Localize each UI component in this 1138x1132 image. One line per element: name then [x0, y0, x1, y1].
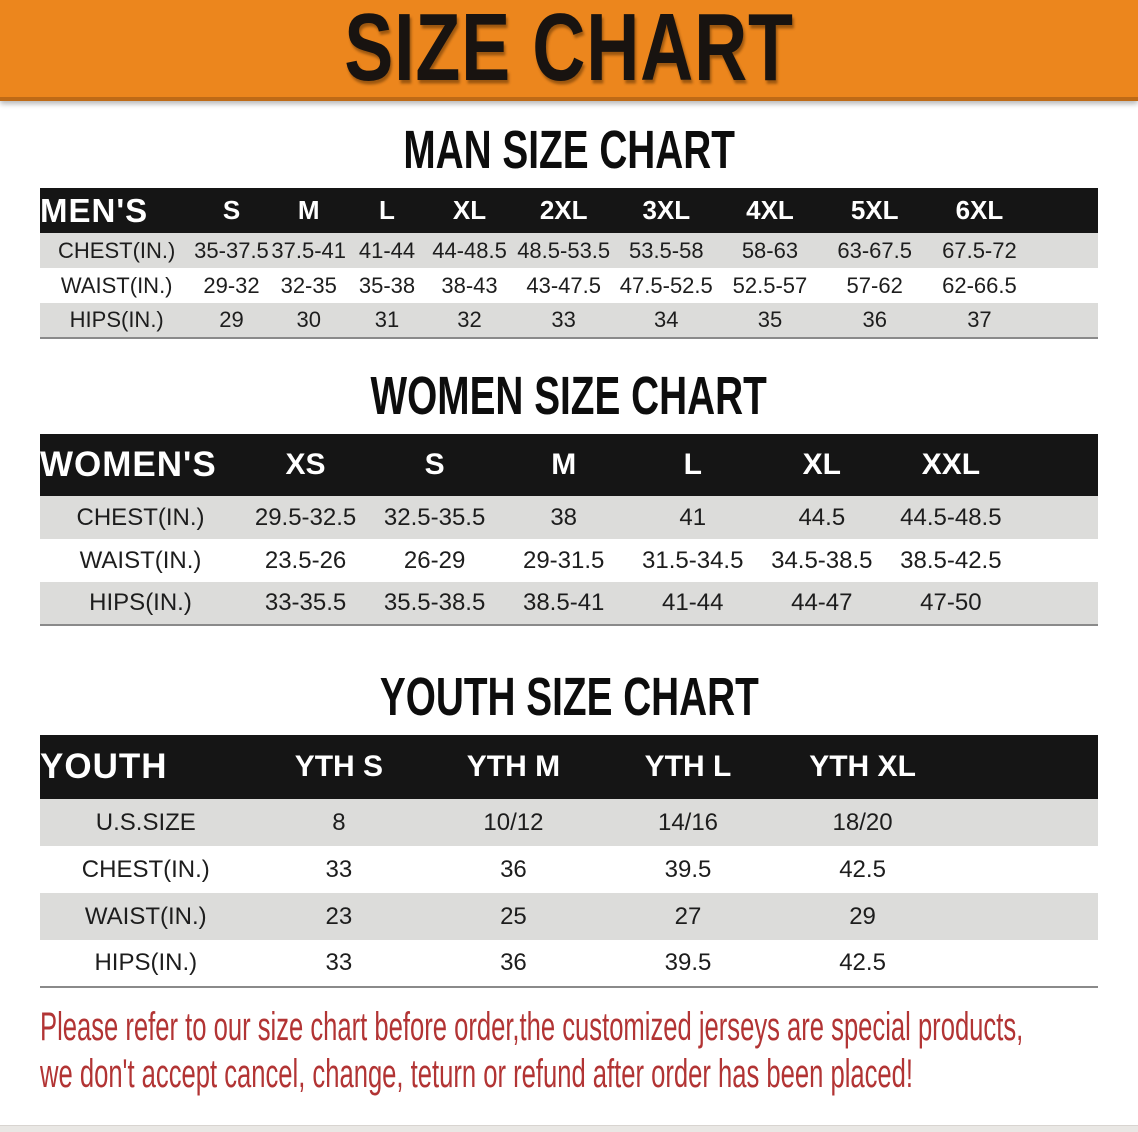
- women-size-column-header: M: [551, 448, 577, 481]
- men-waist-row-label: WAIST(IN.): [60, 272, 173, 298]
- men-chest-value: 35-37.5: [194, 237, 269, 263]
- women-hips-row: [40, 582, 1098, 625]
- youth-section-heading-text: YOUTH SIZE CHART: [379, 666, 759, 727]
- men-section-heading: [0, 119, 1138, 188]
- men-size-column-header: S: [222, 195, 241, 225]
- men-chest-value: 48.5-53.5: [517, 237, 611, 263]
- youth-hips-value: 33: [325, 949, 353, 976]
- women-hips-value: 35.5-38.5: [383, 589, 486, 616]
- men-hips-value: 35: [757, 307, 783, 332]
- youth-chest-value: 36: [500, 855, 527, 883]
- men-waist-value: 32-35: [280, 272, 337, 298]
- youth-waist-value: 29: [849, 902, 876, 930]
- women-chest-row: [40, 496, 1098, 539]
- men-size-column-header: XL: [452, 195, 487, 225]
- youth-chest-value: 33: [325, 855, 353, 883]
- spacer-cell: [1031, 188, 1098, 233]
- women-waist-value: 34.5-38.5: [771, 546, 873, 574]
- youth-waist-value: 23: [325, 902, 353, 930]
- men-hips-row: [40, 303, 1098, 338]
- youth-hips-value: 39.5: [664, 949, 712, 976]
- youth-ussize-value: 8: [332, 808, 346, 836]
- men-hips-value: 33: [551, 307, 576, 332]
- men-section-heading-text: MAN SIZE CHART: [403, 119, 735, 180]
- women-section-heading-text: WOMEN SIZE CHART: [370, 365, 768, 426]
- youth-size-column-header: YTH XL: [809, 750, 916, 783]
- youth-table-title-cell: YOUTH: [40, 747, 168, 786]
- women-chest-row-label: CHEST(IN.): [76, 503, 205, 531]
- spacer-cell: [1015, 539, 1098, 582]
- men-waist-value: 29-32: [203, 272, 260, 298]
- youth-ussize-row-label: U.S.SIZE: [95, 808, 196, 836]
- women-hips-value: 41-44: [662, 589, 724, 616]
- men-waist-value: 52.5-57: [732, 272, 808, 298]
- women-waist-value: 38.5-42.5: [900, 546, 1002, 574]
- women-size-column-header: XXL: [921, 448, 981, 481]
- men-chest-value: 44-48.5: [432, 237, 507, 263]
- youth-ussize-row: [40, 799, 1098, 846]
- youth-size-table: [40, 735, 1098, 988]
- men-hips-value: 37: [967, 307, 992, 332]
- men-chest-value: 67.5-72: [942, 237, 1017, 263]
- men-chest-value: 41-44: [358, 237, 416, 263]
- women-table-header-row: [40, 434, 1098, 496]
- youth-hips-value: 42.5: [839, 949, 886, 976]
- men-chest-value: 63-67.5: [837, 237, 912, 263]
- women-waist-row-label: WAIST(IN.): [79, 546, 202, 574]
- women-table-title-cell: WOMEN'S: [40, 445, 217, 484]
- women-hips-value: 47-50: [920, 589, 982, 616]
- men-size-column-header: 4XL: [746, 195, 794, 225]
- spacer-cell: [1031, 233, 1098, 268]
- women-chest-value: 44.5: [798, 503, 846, 531]
- men-size-column-header: L: [379, 195, 395, 225]
- spacer-cell: [950, 893, 1098, 940]
- men-size-column-header: 3XL: [642, 195, 691, 225]
- men-waist-row: [40, 268, 1098, 303]
- bottom-cutoff-strip: [0, 1125, 1138, 1132]
- women-section-heading: [0, 365, 1138, 434]
- men-chest-value: 37.5-41: [271, 237, 347, 263]
- women-chest-value: 32.5-35.5: [383, 503, 486, 531]
- women-chest-value: 44.5-48.5: [900, 503, 1002, 531]
- youth-ussize-value: 10/12: [483, 808, 544, 836]
- spacer-cell: [950, 846, 1098, 893]
- spacer-cell: [1015, 582, 1098, 625]
- men-waist-value: 38-43: [441, 272, 498, 298]
- women-hips-value: 44-47: [791, 589, 853, 616]
- youth-ussize-value: 14/16: [657, 808, 719, 836]
- youth-waist-row-label: WAIST(IN.): [84, 902, 207, 930]
- youth-size-column-header: YTH S: [294, 750, 384, 783]
- youth-waist-row: [40, 893, 1098, 940]
- men-waist-value: 57-62: [846, 272, 903, 298]
- youth-hips-row-label: HIPS(IN.): [94, 949, 198, 976]
- youth-section-heading: [0, 666, 1138, 735]
- women-waist-row: [40, 539, 1098, 582]
- youth-waist-value: 25: [500, 902, 527, 930]
- men-waist-value: 35-38: [358, 272, 416, 298]
- women-chest-value: 38: [550, 503, 578, 531]
- men-chest-value: 53.5-58: [628, 237, 704, 263]
- youth-chest-row: [40, 846, 1098, 893]
- men-size-column-header: 6XL: [955, 195, 1004, 225]
- men-hips-value: 32: [457, 307, 482, 332]
- youth-size-column-header: YTH L: [644, 750, 732, 783]
- women-waist-value: 29-31.5: [522, 546, 605, 574]
- women-hips-value: 38.5-41: [522, 589, 605, 616]
- men-table-header-row: [40, 188, 1098, 233]
- women-size-column-header: S: [424, 448, 445, 481]
- men-size-table: [40, 188, 1098, 339]
- youth-chest-value: 42.5: [839, 855, 886, 883]
- disclaimer-line-2: we don't accept cancel, change, teturn or refund after order has been placed!: [40, 1052, 913, 1096]
- spacer-cell: [1031, 303, 1098, 338]
- men-hips-value: 29: [219, 307, 244, 332]
- banner: [0, 0, 1138, 101]
- disclaimer-line-1: Please refer to our size chart before order,the customized jerseys are special products,: [40, 1005, 1024, 1049]
- women-hips-value: 33-35.5: [264, 589, 347, 616]
- youth-ussize-value: 18/20: [832, 808, 893, 836]
- spacer-cell: [950, 940, 1098, 987]
- men-chest-value: 58-63: [741, 237, 799, 263]
- men-chest-row-label: CHEST(IN.): [58, 237, 176, 263]
- women-chest-value: 29.5-32.5: [254, 503, 357, 531]
- men-hips-value: 30: [296, 307, 321, 332]
- spacer-cell: [950, 799, 1098, 846]
- women-size-column-header: XS: [285, 448, 326, 481]
- men-size-column-header: 5XL: [850, 195, 899, 225]
- men-hips-value: 31: [374, 307, 400, 332]
- women-waist-value: 23.5-26: [264, 546, 347, 574]
- spacer-cell: [1031, 268, 1098, 303]
- youth-waist-value: 27: [674, 902, 702, 930]
- youth-table-header-row: [40, 735, 1098, 799]
- men-chest-row: [40, 233, 1098, 268]
- men-size-column-header: 2XL: [539, 195, 588, 225]
- banner-title: SIZE CHART: [344, 0, 794, 102]
- men-size-column-header: M: [297, 195, 320, 225]
- women-size-column-header: L: [683, 448, 702, 481]
- youth-hips-row: [40, 940, 1098, 987]
- women-hips-row-label: HIPS(IN.): [89, 589, 192, 616]
- men-table-title-cell: MEN'S: [40, 191, 149, 229]
- spacer-cell: [1015, 496, 1098, 539]
- youth-chest-row-label: CHEST(IN.): [81, 855, 210, 883]
- men-waist-value: 47.5-52.5: [619, 272, 713, 298]
- spacer-cell: [950, 735, 1098, 799]
- men-hips-value: 36: [862, 307, 887, 332]
- women-size-table: [40, 434, 1098, 626]
- women-size-column-header: XL: [802, 448, 841, 481]
- youth-size-column-header: YTH M: [466, 750, 561, 783]
- women-chest-value: 41: [679, 503, 707, 531]
- youth-chest-value: 39.5: [664, 855, 712, 883]
- men-waist-value: 43-47.5: [526, 272, 601, 298]
- disclaimer: [40, 1004, 1138, 1098]
- men-hips-value: 34: [654, 307, 679, 332]
- spacer-cell: [1015, 434, 1098, 496]
- men-waist-value: 62-66.5: [942, 272, 1017, 298]
- youth-hips-value: 36: [500, 949, 527, 976]
- men-hips-row-label: HIPS(IN.): [69, 307, 164, 332]
- women-waist-value: 26-29: [403, 546, 466, 574]
- women-waist-value: 31.5-34.5: [642, 546, 744, 574]
